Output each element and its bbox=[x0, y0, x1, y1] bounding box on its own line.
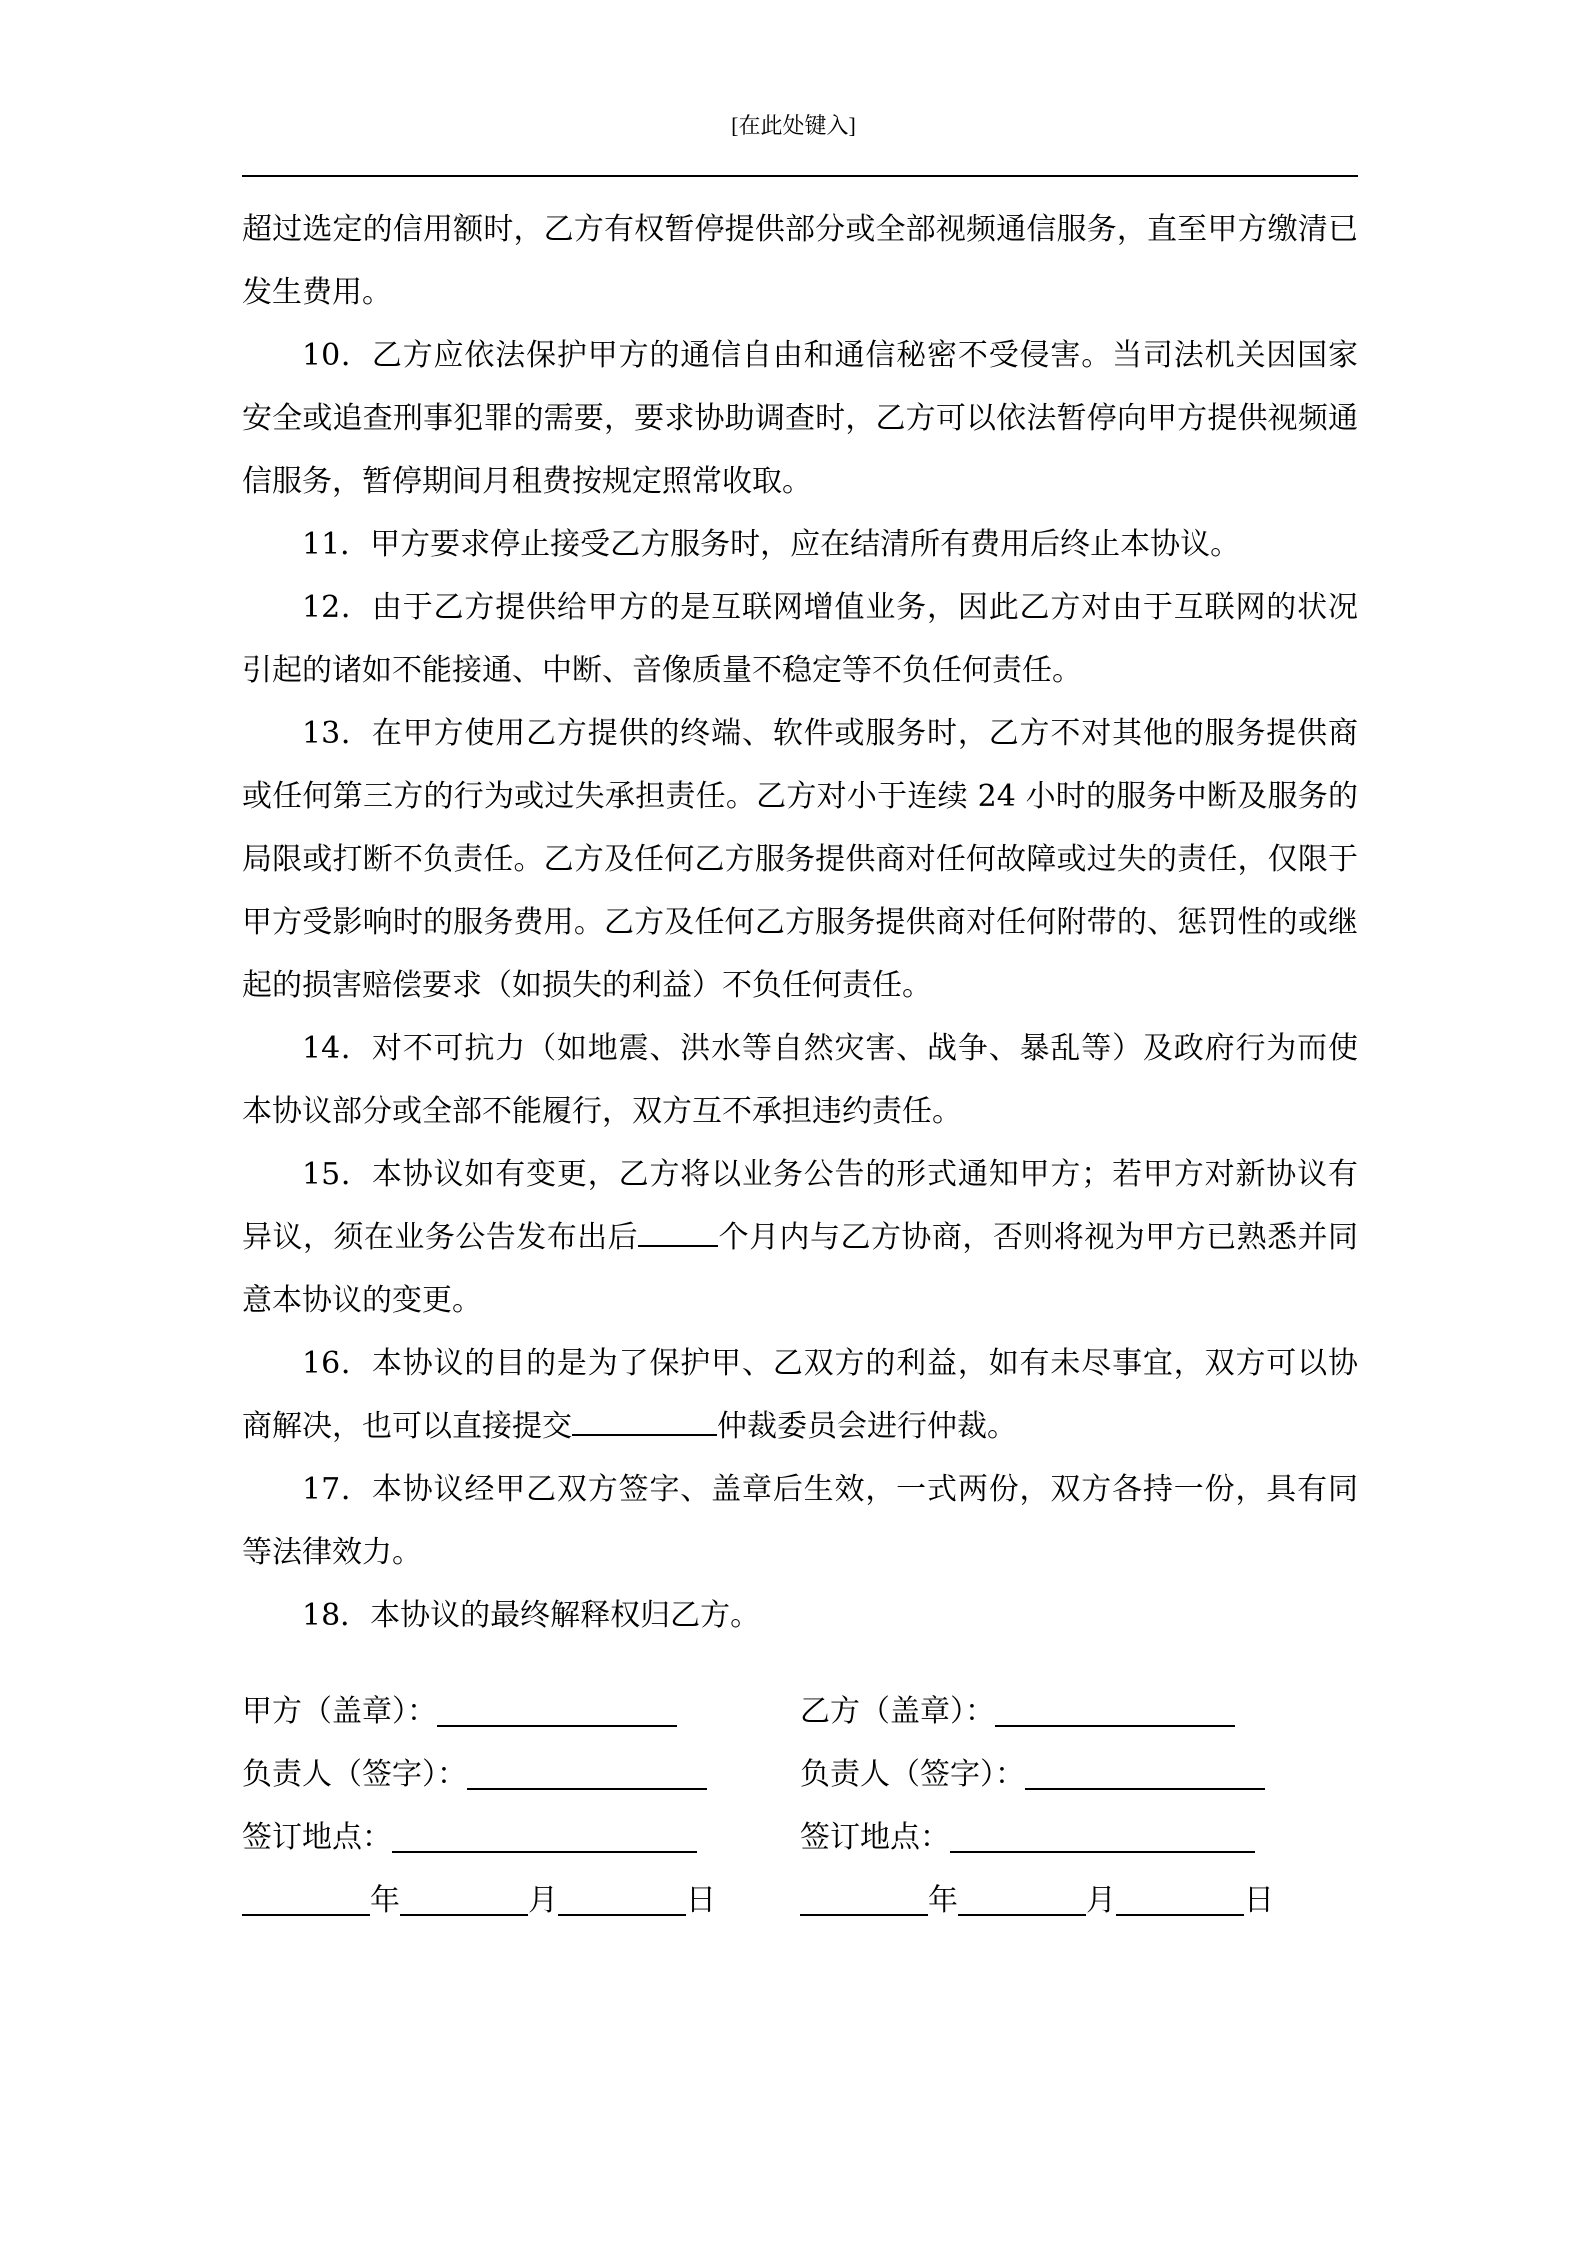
party-b-month-blank[interactable] bbox=[958, 1884, 1086, 1916]
party-a-day-label: 日 bbox=[686, 1883, 716, 1918]
clause-10: 10．乙方应依法保护甲方的通信自由和通信秘密不受侵害。当司法机关因国家安全或追查刑事犯罪的需要，要求协助调查时，乙方可以依法暂停向甲方提供视频通信服务，暂停期间月租费按规定照常收取。 bbox=[242, 338, 1358, 499]
party-a-seal-blank[interactable] bbox=[437, 1695, 677, 1727]
party-a-person-line bbox=[242, 1755, 707, 1795]
clause-16-text-a: 16．本协议的目的是为了保护甲、乙双方的利益，如有未尽事宜，双方可以协商解决，也可以直接提交 bbox=[242, 1346, 1358, 1444]
clause-13: 13．在甲方使用乙方提供的终端、软件或服务时，乙方不对其他的服务提供商或任何第三方的行为或过失承担责任。乙方对小于连续 24 小时的服务中断及服务的局限或打断不负责任。乙方及任何乙方服务提供商对任何故障或过失的责任，仅限于甲方受影响时的服务费用。乙方及任何乙方服务提供商对任何附带的、惩罚性的或继起的损害赔偿要求（如损失的利益）不负任何责任。 bbox=[242, 716, 1358, 1003]
party-b-place-label: 签订地点： bbox=[800, 1820, 950, 1855]
clause-16-text-b: 仲裁委员会进行仲裁。 bbox=[717, 1409, 1017, 1444]
party-b-year-label: 年 bbox=[928, 1883, 958, 1918]
party-a-day-blank[interactable] bbox=[558, 1884, 686, 1916]
party-b-year-blank[interactable] bbox=[800, 1884, 928, 1916]
clause-15-text-a: 15．本协议如有变更，乙方将以业务公告的形式通知甲方；若甲方对新协议有异议，须在业务公告发布出后 bbox=[242, 1157, 1358, 1255]
party-b-seal-blank[interactable] bbox=[995, 1695, 1235, 1727]
clause-11: 11．甲方要求停止接受乙方服务时，应在结清所有费用后终止本协议。 bbox=[302, 527, 1241, 562]
clause-9-continuation: 超过选定的信用额时，乙方有权暂停提供部分或全部视频通信服务，直至甲方缴清已发生费用。 bbox=[242, 212, 1358, 310]
clause-17: 17．本协议经甲乙双方签字、盖章后生效，一式两份，双方各持一份，具有同等法律效力。 bbox=[242, 1472, 1358, 1570]
clause-12: 12．由于乙方提供给甲方的是互联网增值业务，因此乙方对由于互联网的状况引起的诸如不能接通、中断、音像质量不稳定等不负任何责任。 bbox=[242, 590, 1358, 688]
party-a-date-line bbox=[242, 1881, 716, 1921]
party-a-seal-label: 甲方（盖章）： bbox=[242, 1694, 437, 1729]
party-b-day-label: 日 bbox=[1244, 1883, 1274, 1918]
party-a-person-label: 负责人（签字）： bbox=[242, 1757, 467, 1792]
party-b-place-line bbox=[800, 1818, 1255, 1858]
clause-15 bbox=[242, 1143, 1358, 1332]
party-b-seal-line bbox=[800, 1692, 1235, 1732]
party-b-day-blank[interactable] bbox=[1116, 1884, 1244, 1916]
clause-16 bbox=[242, 1332, 1358, 1458]
party-a-month-blank[interactable] bbox=[400, 1884, 528, 1916]
months-blank[interactable] bbox=[638, 1215, 718, 1247]
party-b-date-line bbox=[800, 1881, 1274, 1921]
party-a-place-line bbox=[242, 1818, 697, 1858]
page-header: [在此处键入] bbox=[731, 113, 856, 138]
arbitration-committee-blank[interactable] bbox=[572, 1404, 717, 1436]
party-b-person-label: 负责人（签字）： bbox=[800, 1757, 1025, 1792]
party-a-signature-blank[interactable] bbox=[467, 1758, 707, 1790]
party-b-person-line bbox=[800, 1755, 1265, 1795]
party-b-seal-label: 乙方（盖章）： bbox=[800, 1694, 995, 1729]
agreement-body bbox=[242, 198, 1358, 1647]
party-a-month-label: 月 bbox=[528, 1883, 558, 1918]
clause-15-text-b: 个月内与乙方协商，否则将视为甲方已熟悉并同意本协议的变更。 bbox=[242, 1220, 1359, 1318]
party-b-place-blank[interactable] bbox=[950, 1821, 1255, 1853]
party-a-place-label: 签订地点： bbox=[242, 1820, 392, 1855]
clause-18: 18．本协议的最终解释权归乙方。 bbox=[302, 1598, 761, 1633]
party-b-month-label: 月 bbox=[1086, 1883, 1116, 1918]
header-divider bbox=[242, 175, 1358, 177]
party-a-seal-line bbox=[242, 1692, 677, 1732]
clause-14: 14．对不可抗力（如地震、洪水等自然灾害、战争、暴乱等）及政府行为而使本协议部分或全部不能履行，双方互不承担违约责任。 bbox=[242, 1031, 1358, 1129]
party-a-place-blank[interactable] bbox=[392, 1821, 697, 1853]
party-a-year-blank[interactable] bbox=[242, 1884, 370, 1916]
party-a-year-label: 年 bbox=[370, 1883, 400, 1918]
party-b-signature-blank[interactable] bbox=[1025, 1758, 1265, 1790]
